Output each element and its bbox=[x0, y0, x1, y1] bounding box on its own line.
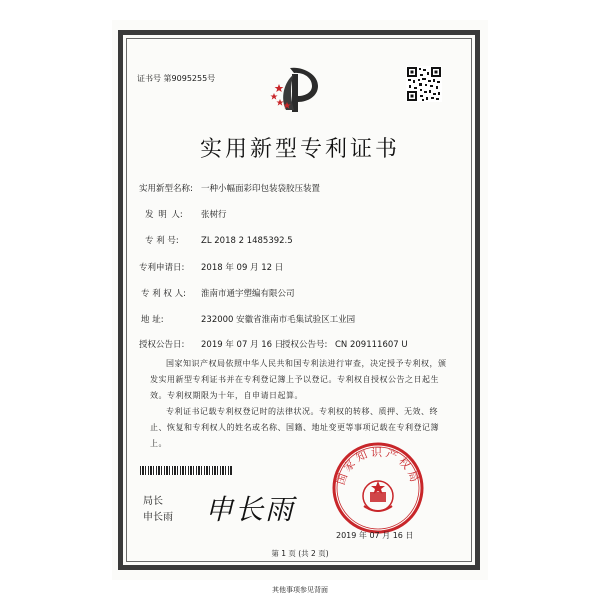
field-value-inventor: 张树行 bbox=[201, 210, 227, 220]
svg-text:国家知识产权局: 国家知识产权局 bbox=[334, 446, 422, 487]
footer-note: 其他事项参见背面 bbox=[272, 586, 328, 594]
page-indicator: 第 1 页 (共 2 页) bbox=[271, 549, 329, 558]
field-value-grant-no: CN 209111607 U bbox=[335, 340, 408, 350]
patent-logo-icon bbox=[262, 62, 328, 114]
seal-date: 2019 年 07 月 16 日 bbox=[336, 531, 414, 540]
director-signature: 申长雨 bbox=[205, 493, 296, 526]
field-value-utility-name: 一种小幅面彩印包装袋胶压装置 bbox=[201, 184, 321, 194]
field-value-address: 232000 安徽省淮南市毛集试验区工业园 bbox=[201, 315, 356, 325]
field-label-patentee: 专 利 权 人: bbox=[141, 289, 186, 299]
field-value-patentee: 淮南市通宇塑编有限公司 bbox=[201, 289, 295, 299]
qr-code-icon bbox=[406, 66, 442, 102]
field-label-inventor: 发 明 人: bbox=[145, 210, 183, 220]
certificate-paragraph-2: 专利证书记载专利权登记时的法律状况。专利权的转移、质押、无效、终止、恢复和专利权人的姓名或名称、国籍、地址变更等事项记载在专利登记簿上。 bbox=[150, 407, 439, 448]
field-label-filing-date: 专利申请日: bbox=[139, 263, 185, 273]
certificate-paragraph-1: 国家知识产权局依照中华人民共和国专利法进行审查，决定授予专利权，颁发实用新型专利证书并在专利登记簿上予以登记。专利权自授权公告之日起生效。专利权期限为十年，自申请日起算。 bbox=[150, 359, 447, 400]
field-value-filing-date: 2018 年 09 月 12 日 bbox=[201, 263, 284, 273]
official-seal-icon bbox=[330, 440, 426, 536]
field-value-patent-no: ZL 2018 2 1485392.5 bbox=[201, 236, 293, 246]
director-title: 局长 bbox=[143, 496, 163, 507]
cert-no-label: 证书号 bbox=[137, 74, 161, 83]
certificate-number bbox=[137, 74, 215, 84]
field-label-grant-no: 授权公告号: bbox=[282, 340, 328, 350]
field-label-utility-name: 实用新型名称: bbox=[139, 184, 193, 194]
page-title: 实用新型专利证书 bbox=[199, 137, 400, 162]
field-label-grant-date: 授权公告日: bbox=[139, 340, 185, 350]
field-label-patent-no: 专 利 号: bbox=[145, 236, 179, 246]
director-name: 申长雨 bbox=[143, 512, 173, 523]
cert-no-value: 第9095255号 bbox=[163, 74, 216, 83]
barcode-icon bbox=[140, 466, 232, 475]
field-label-address: 地 址: bbox=[141, 315, 164, 325]
field-value-grant-date: 2019 年 07 月 16 日 bbox=[201, 340, 284, 350]
